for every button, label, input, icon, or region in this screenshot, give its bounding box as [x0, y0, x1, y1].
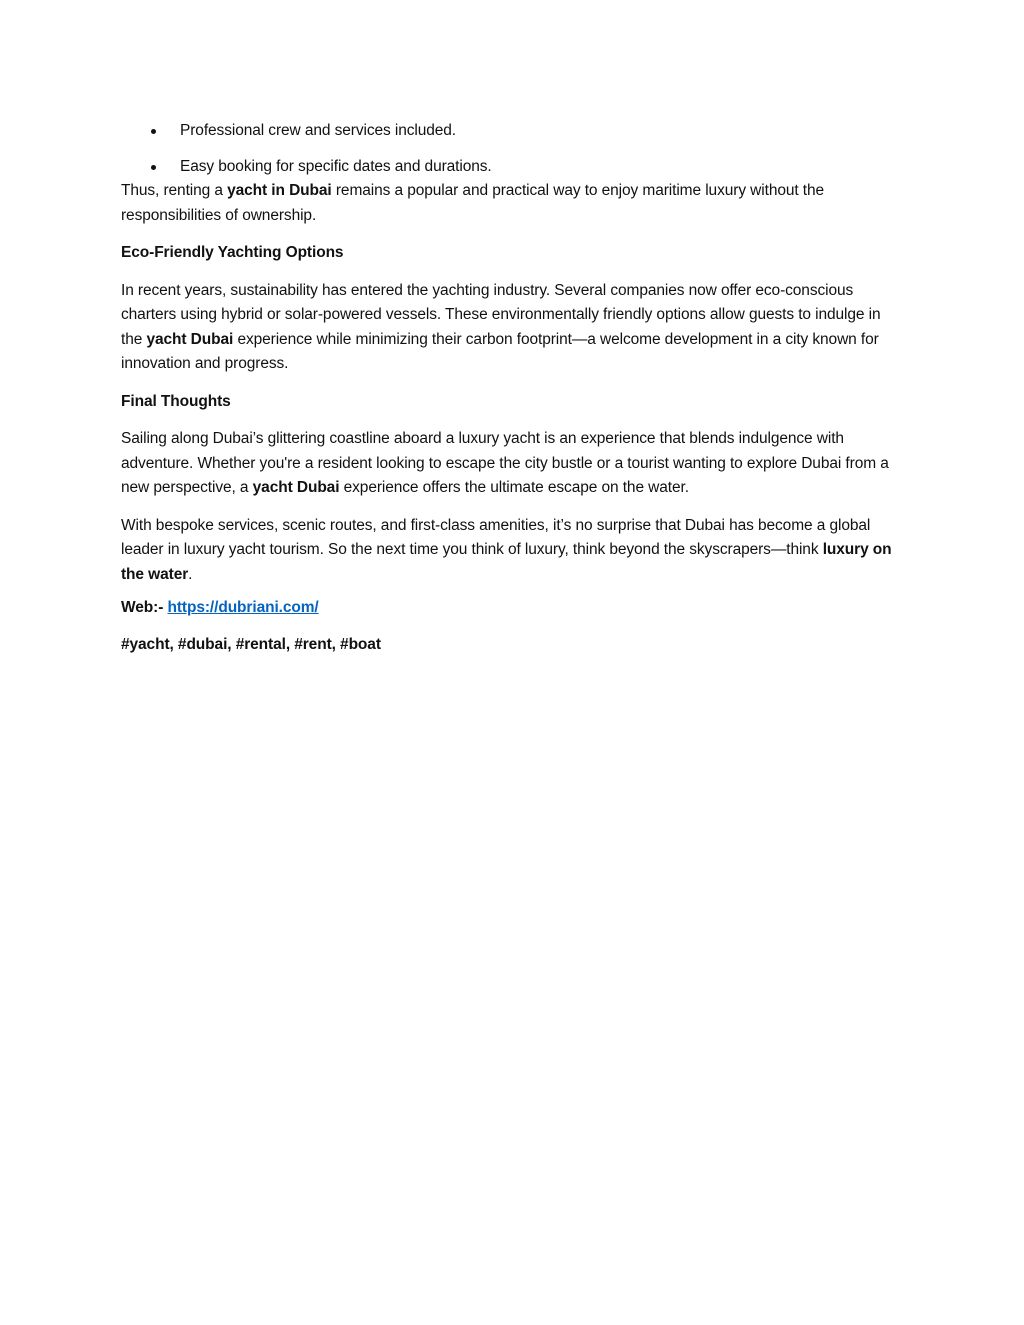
bullet-dot-icon — [151, 165, 156, 170]
paragraph-emphasis: luxury on the water — [121, 541, 892, 583]
website-link[interactable]: https://dubriani.com/ — [167, 599, 319, 616]
bullet-text: Easy booking for specific dates and durations. — [180, 158, 492, 175]
eco-friendly-paragraph — [121, 279, 901, 377]
paragraph-text: Thus, renting a — [121, 182, 228, 199]
bullet-item — [121, 155, 901, 179]
bullet-dot-icon — [151, 129, 156, 134]
page-content — [121, 119, 901, 657]
eco-friendly-heading: Eco-Friendly Yachting Options — [121, 244, 344, 261]
bullet-text: Professional crew and services included. — [180, 122, 456, 139]
rental-summary-paragraph — [121, 179, 901, 228]
paragraph-text: remains a popular and practical way to enjoy maritime luxury without the responsibilities of ownership. — [121, 182, 825, 224]
hashtags: #yacht, #dubai, #rental, #rent, #boat — [121, 635, 381, 653]
paragraph-text: With bespoke services, scenic routes, and first-class amenities, it’s no surprise that Dubai has become a global leader in luxury yacht tourism. So the next time you think of luxury, think beyond the skyscrapers—think — [121, 516, 871, 558]
final-thoughts-paragraph-2 — [121, 514, 901, 588]
bullet-item — [121, 119, 901, 143]
paragraph-text: experience offers the ultimate escape on the water. — [339, 479, 689, 496]
paragraph-emphasis: yacht in Dubai — [227, 182, 332, 199]
final-thoughts-paragraph-1 — [121, 427, 901, 501]
paragraph-text: Sailing along Dubai’s glittering coastline aboard a luxury yacht is an experience that blends indulgence with adventure. Whether you're a resident looking to escape the city bustle or a tourist wanting to explore Dubai from a new perspective, a — [121, 430, 889, 496]
website-line — [121, 596, 901, 621]
website-label: Web:- — [121, 599, 168, 616]
feature-bullet-list — [121, 119, 901, 179]
paragraph-text: In recent years, sustainability has entered the yachting industry. Several companies now offer eco-conscious charters using hybrid or solar-powered vessels. These environmentally friendly options allow guests to indulge in the — [121, 281, 881, 348]
paragraph-text: . — [188, 565, 193, 583]
paragraph-text: experience while minimizing their carbon footprint—a welcome development in a city known for innovation and progress. — [121, 330, 879, 372]
paragraph-emphasis: yacht Dubai — [252, 479, 340, 496]
final-thoughts-heading: Final Thoughts — [121, 392, 231, 410]
paragraph-emphasis: yacht Dubai — [146, 330, 234, 348]
